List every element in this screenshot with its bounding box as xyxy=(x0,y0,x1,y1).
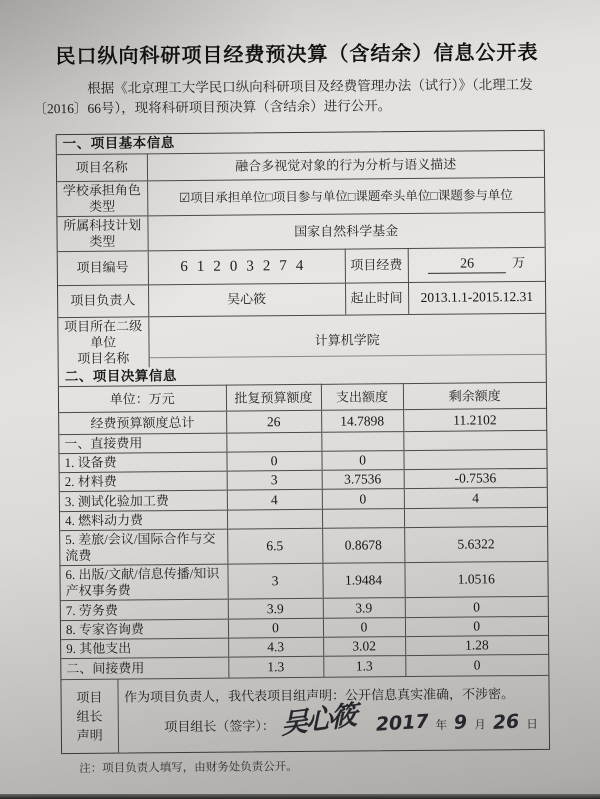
remaining-value xyxy=(404,507,547,527)
spent-value xyxy=(321,432,403,452)
col-header-remaining: 剩余额度 xyxy=(403,382,546,409)
project-no-value: 61203274 xyxy=(148,249,345,285)
row-label: 一、直接费用 xyxy=(59,433,226,453)
row-label: 9. 其他支出 xyxy=(61,638,228,658)
declaration-row xyxy=(61,675,549,753)
table-row xyxy=(60,561,547,600)
intro-paragraph xyxy=(33,75,567,120)
table-row xyxy=(57,212,544,251)
date-day-unit: 日 xyxy=(526,719,538,732)
role-type-label: 学校承担角色类型 xyxy=(57,180,147,216)
project-name-label: 项目名称 xyxy=(57,153,147,181)
date-year-unit: 年 xyxy=(435,719,448,733)
signature-date xyxy=(375,710,541,736)
unit-label-line: 项目所在二级单位 xyxy=(64,317,143,350)
leader-label: 项目负责人 xyxy=(58,284,148,317)
approved-value xyxy=(227,509,322,529)
unit-value: 计算机学院 xyxy=(148,313,545,367)
spent-value: 0 xyxy=(323,618,405,638)
col-header-unit: 单位：万元 xyxy=(59,385,226,412)
budget-unit: 万 xyxy=(511,255,526,271)
declaration-content xyxy=(117,675,549,753)
duration-value: 2013.1.1-2015.12.31 xyxy=(408,281,545,314)
spent-value: 3.02 xyxy=(323,637,405,657)
declaration-statement: 作为项目负责人，我代表项目组声明：公开信息真实准确，不涉密。 xyxy=(124,685,515,705)
remaining-value: 11.2102 xyxy=(403,408,546,431)
row-label: 5. 差旅/会议/国际合作与交流费 xyxy=(60,529,227,565)
photo-edge-shadow xyxy=(0,794,600,799)
section2-header: 二、项目决算信息 xyxy=(59,363,546,386)
approved-value: 3 xyxy=(227,470,322,490)
table-row xyxy=(57,177,544,216)
table-row xyxy=(58,247,545,285)
approved-value: 1.3 xyxy=(228,656,323,677)
remaining-value: 1.0516 xyxy=(404,561,547,597)
date-day: 26 xyxy=(492,710,520,735)
leader-value: 吴心筱 xyxy=(148,283,345,317)
footnote: 注：项目负责人填写，由财务处负责公开。 xyxy=(79,761,298,775)
row-label: 二、间接费用 xyxy=(66,660,145,676)
signature-line xyxy=(118,699,549,750)
approved-value: 4 xyxy=(227,489,322,510)
page-title: 民口纵向科研项目经费预决算（含结余）信息公开表 xyxy=(55,41,539,69)
table-row xyxy=(58,281,545,317)
plan-type-label: 所属科技计划类型 xyxy=(57,215,147,251)
section2-table xyxy=(59,363,549,678)
remaining-value xyxy=(403,430,546,450)
spent-value: 0 xyxy=(321,451,403,471)
approved-value xyxy=(226,432,321,452)
spent-value: 14.7898 xyxy=(321,410,403,433)
declaration-label-text: 项目组长声明 xyxy=(76,689,103,743)
remaining-value: -0.7536 xyxy=(404,468,547,488)
spent-value xyxy=(322,509,404,529)
project-name-value: 融合多视觉对象的行为分析与语义描述 xyxy=(147,150,544,180)
remaining-value: 0 xyxy=(405,616,548,636)
spent-value: 3.7536 xyxy=(322,470,404,490)
intro-line-1: 根据《北京理工大学民口纵向科研项目及经费管理办法（试行）》（北理工发 xyxy=(87,76,533,96)
spent-value: 0.8678 xyxy=(322,528,404,564)
remaining-value xyxy=(403,449,546,469)
remaining-value: 5.6322 xyxy=(404,526,547,562)
remaining-value: 4 xyxy=(404,487,547,508)
project-no-label: 项目编号 xyxy=(58,250,148,285)
row-label: 7. 劳务费 xyxy=(61,599,228,620)
unit-label xyxy=(58,316,148,367)
col-header-spent: 支出额度 xyxy=(321,384,403,411)
handwritten-signature: 吴心筱 xyxy=(280,699,356,741)
role-type-checkboxes: ☑项目承担单位□项目参与单位□课题牵头单位□课题参与单位 xyxy=(147,177,544,215)
table-row xyxy=(57,150,544,181)
row-label: 3. 测试化验加工费 xyxy=(60,490,227,511)
sign-label: 项目组长（签字）： xyxy=(164,717,275,734)
form-table xyxy=(56,130,550,754)
date-month-unit: 月 xyxy=(474,719,486,732)
row-label: 经费预算额度总计 xyxy=(59,411,226,434)
project-budget-label: 项目经费 xyxy=(345,248,408,283)
duration-label: 起止时间 xyxy=(345,282,408,315)
row-label: 2. 材料费 xyxy=(60,471,227,491)
declaration-label xyxy=(61,679,118,753)
budget-amount: 26 xyxy=(428,256,506,274)
declaration-table xyxy=(61,674,549,753)
remaining-value: 0 xyxy=(405,596,548,617)
table-row xyxy=(58,313,545,368)
spent-value: 1.3 xyxy=(323,656,405,677)
approved-value: 3.9 xyxy=(228,598,323,619)
table-row xyxy=(60,526,547,565)
row-label: 8. 专家咨询费 xyxy=(61,619,228,639)
row-label: 1. 设备费 xyxy=(59,452,226,472)
approved-value: 0 xyxy=(226,451,321,471)
spent-value: 3.9 xyxy=(323,598,405,619)
plan-type-value: 国家自然科学基金 xyxy=(147,212,544,250)
unit-label-line2: 项目名称 xyxy=(77,349,130,366)
project-budget-value xyxy=(408,247,545,282)
spent-value: 0 xyxy=(322,489,404,510)
approved-value: 6.5 xyxy=(227,528,322,564)
section1-table xyxy=(57,131,546,368)
approved-value: 4.3 xyxy=(228,637,323,657)
intro-line-2: 〔2016〕66号），现将科研项目预决算（含结余）进行公开。 xyxy=(33,98,392,117)
col-header-approved: 批复预算额度 xyxy=(226,384,321,411)
date-month: 9 xyxy=(453,711,469,735)
approved-value: 26 xyxy=(226,410,321,433)
date-year: 2017 xyxy=(375,710,430,736)
section1-header: 一、项目基本信息 xyxy=(57,131,544,154)
row-label: 4. 燃料动力费 xyxy=(60,510,227,530)
approved-value: 0 xyxy=(228,618,323,638)
row-label: 6. 出版/文献/信息传播/知识产权事务费 xyxy=(60,564,227,600)
remaining-value: 1.28 xyxy=(405,635,548,655)
remaining-value: 0 xyxy=(405,654,548,675)
approved-value: 3 xyxy=(227,563,322,599)
spent-value: 1.9484 xyxy=(322,563,404,599)
